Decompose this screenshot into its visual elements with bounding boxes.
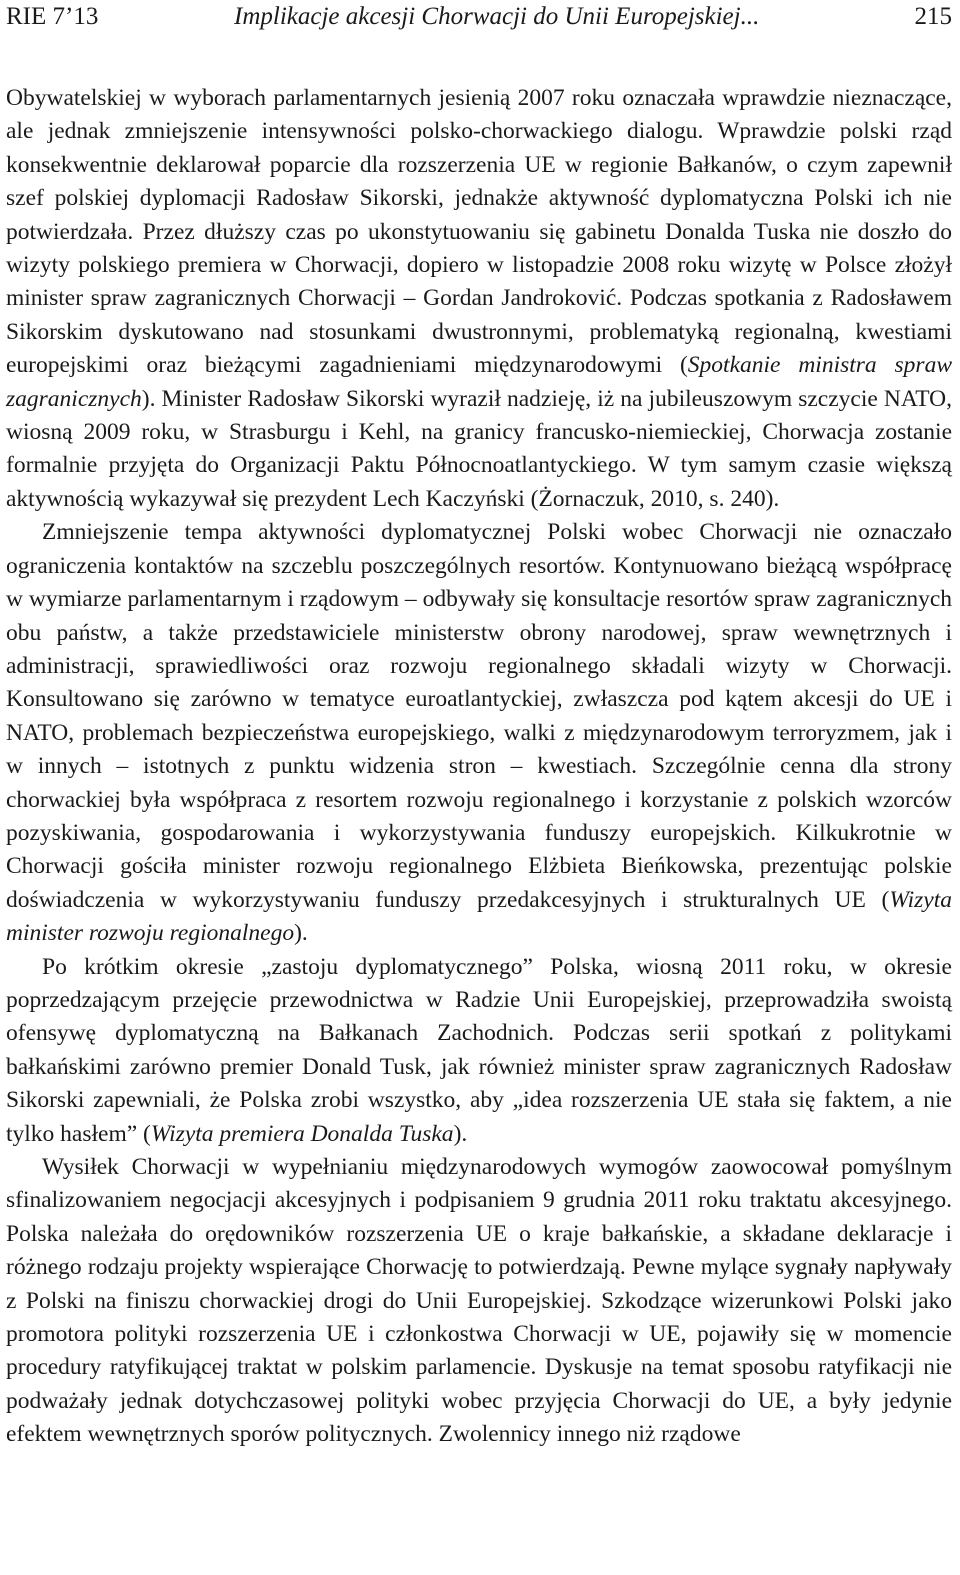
- text-run: Wysiłek Chorwacji w wypełnianiu międzynarodowych wymogów zaowocował pomyślnym sfinalizowaniem negocjacji akcesyjnych i podpisaniem 9 grudnia 2011 roku traktatu akcesyjnego. Polska należała do orędowników rozszerzenia UE o kraje bałkańskie, a składane deklaracje i różnego rodzaju projekty wspierające Chorwację to potwierdzają. Pewne mylące sygnały napływały z Polski na finiszu chorwackiej drogi do Unii Europejskiej. Szkodzące wizerunkowi Polski jako promotora polityki rozszerzenia UE i członkostwa Chorwacji w UE, pojawiły się w momencie procedury ratyfikującej traktat w polskim parlamencie. Dyskusje na temat sposobu ratyfikacji nie podważały jednak dotychczasowej polityki wobec przyjęcia Chorwacji do UE, a były jedynie efektem wewnętrznych sporów politycznych. Zwolennicy innego niż rządowe: [6, 1154, 952, 1448]
- italic-citation: Spotkanie ministra spraw zagranicznych: [6, 352, 952, 412]
- text-run: Obywatelskiej w wyborach parlamentarnych jesienią 2007 roku oznaczała wprawdzie nieznaczące, ale jednak zmniejszenie intensywności polsko-chorwackiego dialogu. Wprawdzie polski rząd konsekwentnie deklarował poparcie dla rozszerzenia UE w regionie Bałkanów, o czym zapewnił szef polskiej dyplomacji Radosław Sikorski, jednakże aktywność dyplomatyczna Polski ich nie potwierdzała. Przez dłuższy czas po ukonstytuowaniu się gabinetu Donalda Tuska nie doszło do wizyty polskiego premiera w Chorwacji, dopiero w listopadzie 2008 roku wizytę w Polsce złożył minister spraw zagranicznych Chorwacji – Gordan Jandroković. Podczas spotkania z Radosławem Sikorskim dyskutowano nad stosunkami dwustronnymi, problematyką regionalną, kwestiami europejskimi oraz bieżącymi zagadnieniami międzynarodowymi (: [6, 85, 952, 379]
- text-run: ).: [294, 920, 308, 947]
- paragraph: [6, 951, 952, 1151]
- running-head: [6, 0, 952, 34]
- paragraph: [6, 82, 952, 516]
- italic-citation: Wizyta premiera Donalda Tuska: [150, 1120, 454, 1147]
- italic-citation: Wizyta minister rozwoju regionalnego: [6, 886, 952, 947]
- running-title: Implikacje akcesji Chorwacji do Unii Europejskiej...: [234, 3, 760, 30]
- paragraph: [6, 516, 952, 950]
- paragraph: [6, 1151, 952, 1452]
- body-text: [6, 82, 952, 1452]
- text-run: ). Minister Radosław Sikorski wyraził nadzieję, iż na jubileuszowym szczycie NATO, wiosną 2009 roku, w Strasburgu i Kehl, na granicy francusko-niemieckiej, Chorwacja zostanie formalnie przyjęta do Organizacji Paktu Północnoatlantyckiego. W tym samym czasie większą aktywnością wykazywał się prezydent Lech Kaczyński (Żornaczuk, 2010, s. 240).: [6, 385, 952, 512]
- journal-label: RIE 7’13: [6, 3, 99, 30]
- text-run: Po krótkim okresie „zastoju dyplomatycznego” Polska, wiosną 2011 roku, w okresie poprzedzającym przejęcie przewodnictwa w Radzie Unii Europejskiej, przeprowadziła swoistą ofensywę dyplomatyczną na Bałkanach Zachodnich. Podczas serii spotkań z politykami bałkańskimi zarówno premier Donald Tusk, jak również minister spraw zagranicznych Radosław Sikorski zapewniali, że Polska zrobi wszystko, aby „idea rozszerzenia UE stała się faktem, a nie tylko hasłem” (: [6, 953, 952, 1147]
- text-run: Zmniejszenie tempa aktywności dyplomatycznej Polski wobec Chorwacji nie oznaczało ograniczenia kontaktów na szczeblu poszczególnych resortów. Kontynuowano bieżącą współpracę w wymiarze parlamentarnym i rządowym – odbywały się konsultacje resortów spraw zagranicznych obu państw, a także przedstawiciele ministerstw obrony narodowej, spraw wewnętrznych i administracji, sprawiedliwości oraz rozwoju regionalnego składali wizyty w Chorwacji. Konsultowano się zarówno w tematyce euroatlantyckiej, zwłaszcza pod kątem akcesji do UE i NATO, problemach bezpieczeństwa europejskiego, walki z międzynarodowym terroryzmem, jak i w innych – istotnych z punktu widzenia stron – kwestiach. Szczególnie cenna dla strony chorwackiej była współpraca z resortem rozwoju regionalnego i korzystanie z polskich wzorców pozyskiwania, gospodarowania i wykorzystywania funduszy europejskich. Kilkukrotnie w Chorwacji gościła minister rozwoju regionalnego Elżbieta Bieńkowska, prezentując polskie doświadczenia w wykorzystywaniu funduszy przedakcesyjnych i strukturalnych UE (: [6, 519, 952, 913]
- page-number: 215: [914, 3, 952, 30]
- text-run: ).: [453, 1120, 468, 1147]
